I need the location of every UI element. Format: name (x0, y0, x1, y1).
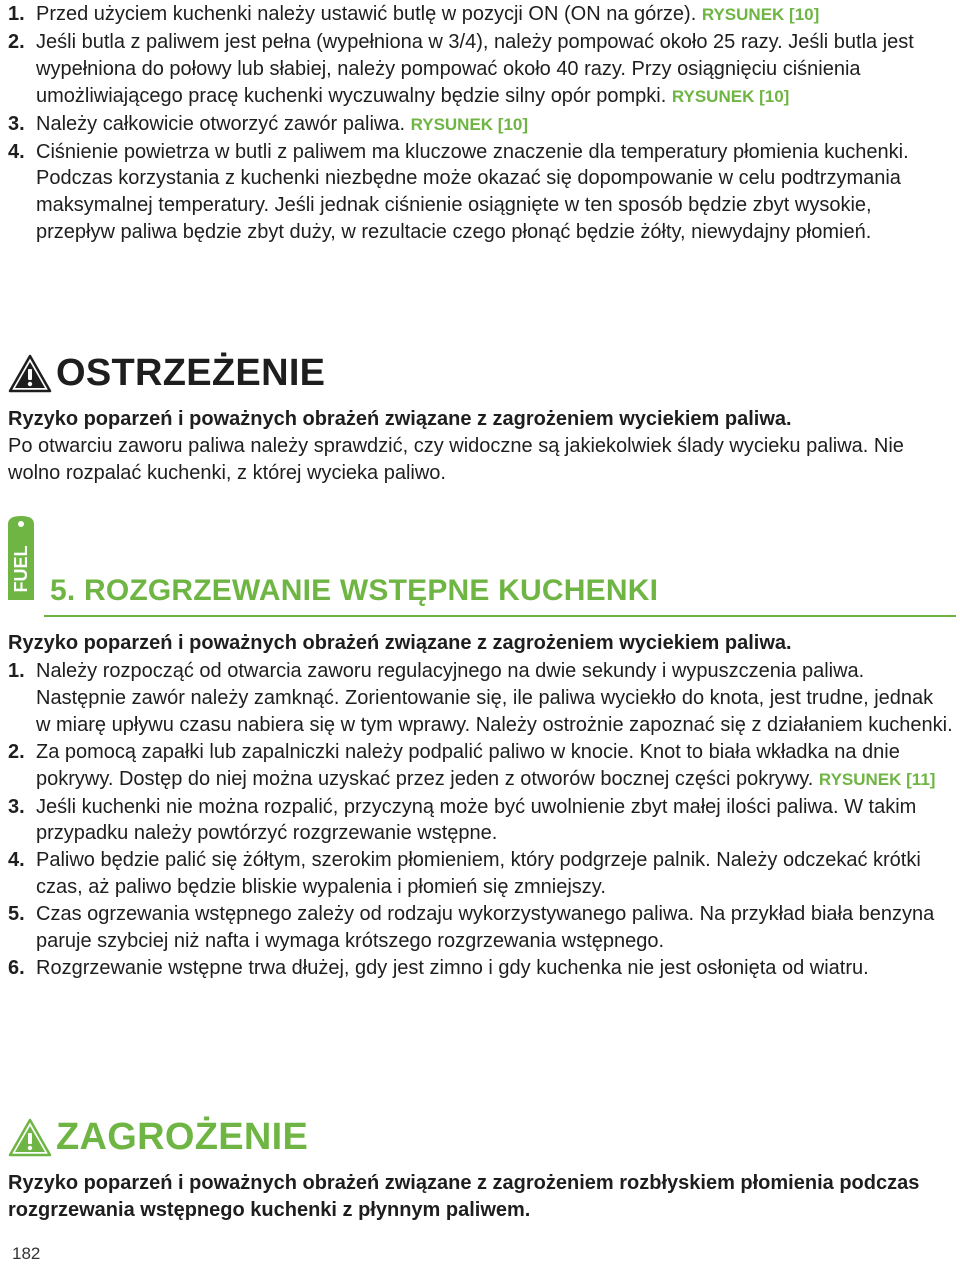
step-text: Należy całkowicie otworzyć zawór paliwa. (36, 112, 411, 135)
warning-body-text: Po otwarciu zaworu paliwa należy sprawdzić, czy widoczne są jakiekolwiek ślady wycieku paliwa. Nie wolno rozpalać kuchenki, z której wycieka paliwo. (8, 435, 904, 484)
step-number: 1. (8, 660, 25, 682)
warning-triangle-icon (8, 1118, 52, 1158)
list-item (8, 847, 953, 901)
list-item (8, 139, 953, 247)
step-text: Ciśnienie powietrza w butli z paliwem ma kluczowe znaczenie dla temperatury płomienia kuchenki. Podczas korzystania z kuchenki niezbędne może okazać się dopompowanie w celu podtrzymania maksymalnej temperatury. Jeśli jednak ciśnienie osiągnięte w ten sposób będzie zbyt wysokie, przepływ paliwa będzie zbyt duży, w rezultacie czego płonąć będzie żółty, niewydajny płomień. (36, 140, 909, 244)
step-text: Paliwo będzie palić się żółtym, szerokim płomieniem, który podgrzeje palnik. Należy odczekać krótki czas, aż paliwo będzie bliskie wypalenia i płomień się zmniejszy. (36, 849, 921, 899)
warning-risk-text: Ryzyko poparzeń i poważnych obrażeń związane z zagrożeniem wyciekiem paliwa. (8, 408, 792, 430)
figure-reference: RYSUNEK [10] (671, 86, 790, 106)
step-number: 2. (8, 740, 25, 763)
list-item (8, 739, 953, 794)
step-text: Za pomocą zapałki lub zapalniczki należy podpalić paliwo w knocie. Knot to biała wkładka na dnie pokrywy. Dostęp do niej można uzyskać przez jeden z otworów bocznej części pokrywy. (36, 740, 900, 790)
warning-heading (8, 352, 325, 395)
section-title: 5. ROZGRZEWANIE WSTĘPNE KUCHENKI (50, 574, 659, 607)
fuel-tab-label: FUEL (11, 545, 31, 593)
section-divider (44, 615, 956, 617)
step-number: 1. (8, 3, 25, 25)
list-item (8, 901, 953, 955)
step-text: Rozgrzewanie wstępne trwa dłużej, gdy jest zimno i gdy kuchenka nie jest osłonięta od wiatru. (36, 956, 869, 979)
list-item (8, 29, 953, 111)
step-number: 3. (8, 112, 25, 135)
figure-reference: RYSUNEK [10] (701, 5, 820, 24)
list-item (8, 1, 953, 29)
step-number: 6. (8, 956, 25, 979)
step-text: Jeśli butla z paliwem jest pełna (wypełniona w 3/4), należy pompować około 25 razy. Jeśli butla jest wypełniona do połowy lub słabiej, należy pompować około 40 razy. Przy osiągnięciu ciśnienia umożliwiającego pracę kuchenki wyczuwalny będzie silny opór pompki. (36, 30, 914, 107)
step-number: 3. (8, 795, 25, 818)
danger-risk-text: Ryzyko poparzeń i poważnych obrażeń związane z zagrożeniem rozbłyskiem płomienia podczas rozgrzewania wstępnego kuchenki z płynnym paliwem. (8, 1172, 920, 1221)
danger-title: ZAGROŻENIE (56, 1116, 309, 1158)
list-item (8, 794, 953, 848)
top-steps-list (8, 1, 953, 246)
danger-heading (8, 1116, 308, 1159)
list-item (8, 111, 953, 139)
step-number: 4. (8, 849, 25, 872)
step-number: 4. (8, 140, 25, 163)
step-number: 5. (8, 903, 25, 926)
warning-triangle-icon (8, 354, 52, 394)
list-item (8, 658, 953, 739)
figure-reference: RYSUNEK [10] (410, 114, 529, 134)
page-number: 182 (12, 1244, 41, 1263)
step-number: 2. (8, 30, 25, 53)
section-risk-text: Ryzyko poparzeń i poważnych obrażeń związane z zagrożeniem wyciekiem paliwa. (8, 632, 792, 654)
step-text: Należy rozpocząć od otwarcia zaworu regulacyjnego na dwie sekundy i wypuszczenia paliwa. Następnie zawór należy zamknąć. Zorientowanie się, ile paliwa wyciekło do knota, jest trudne, jednak w miarę upływu czasu nabiera się w tym wprawy. Należy ostrożnie zapoznać się z działaniem kuchenki. (36, 660, 953, 736)
step-text: Przed użyciem kuchenki należy ustawić butlę w pozycji ON (ON na górze). (36, 3, 702, 25)
step-text: Jeśli kuchenki nie można rozpalić, przyczyną może być uwolnienie zbyt małej ilości paliwa. W takim przypadku należy powtórzyć rozgrzewanie wstępne. (36, 795, 917, 845)
preheat-steps-list (8, 658, 953, 982)
figure-reference: RYSUNEK [11] (818, 769, 936, 789)
warning-title: OSTRZEŻENIE (56, 352, 326, 394)
step-text: Czas ogrzewania wstępnego zależy od rodzaju wykorzystywanego paliwa. Na przykład biała benzyna paruje szybciej niż nafta i wymaga krótszego rozgrzewania wstępnego. (36, 903, 935, 953)
fuel-tab-icon (4, 514, 38, 604)
list-item (8, 955, 953, 982)
